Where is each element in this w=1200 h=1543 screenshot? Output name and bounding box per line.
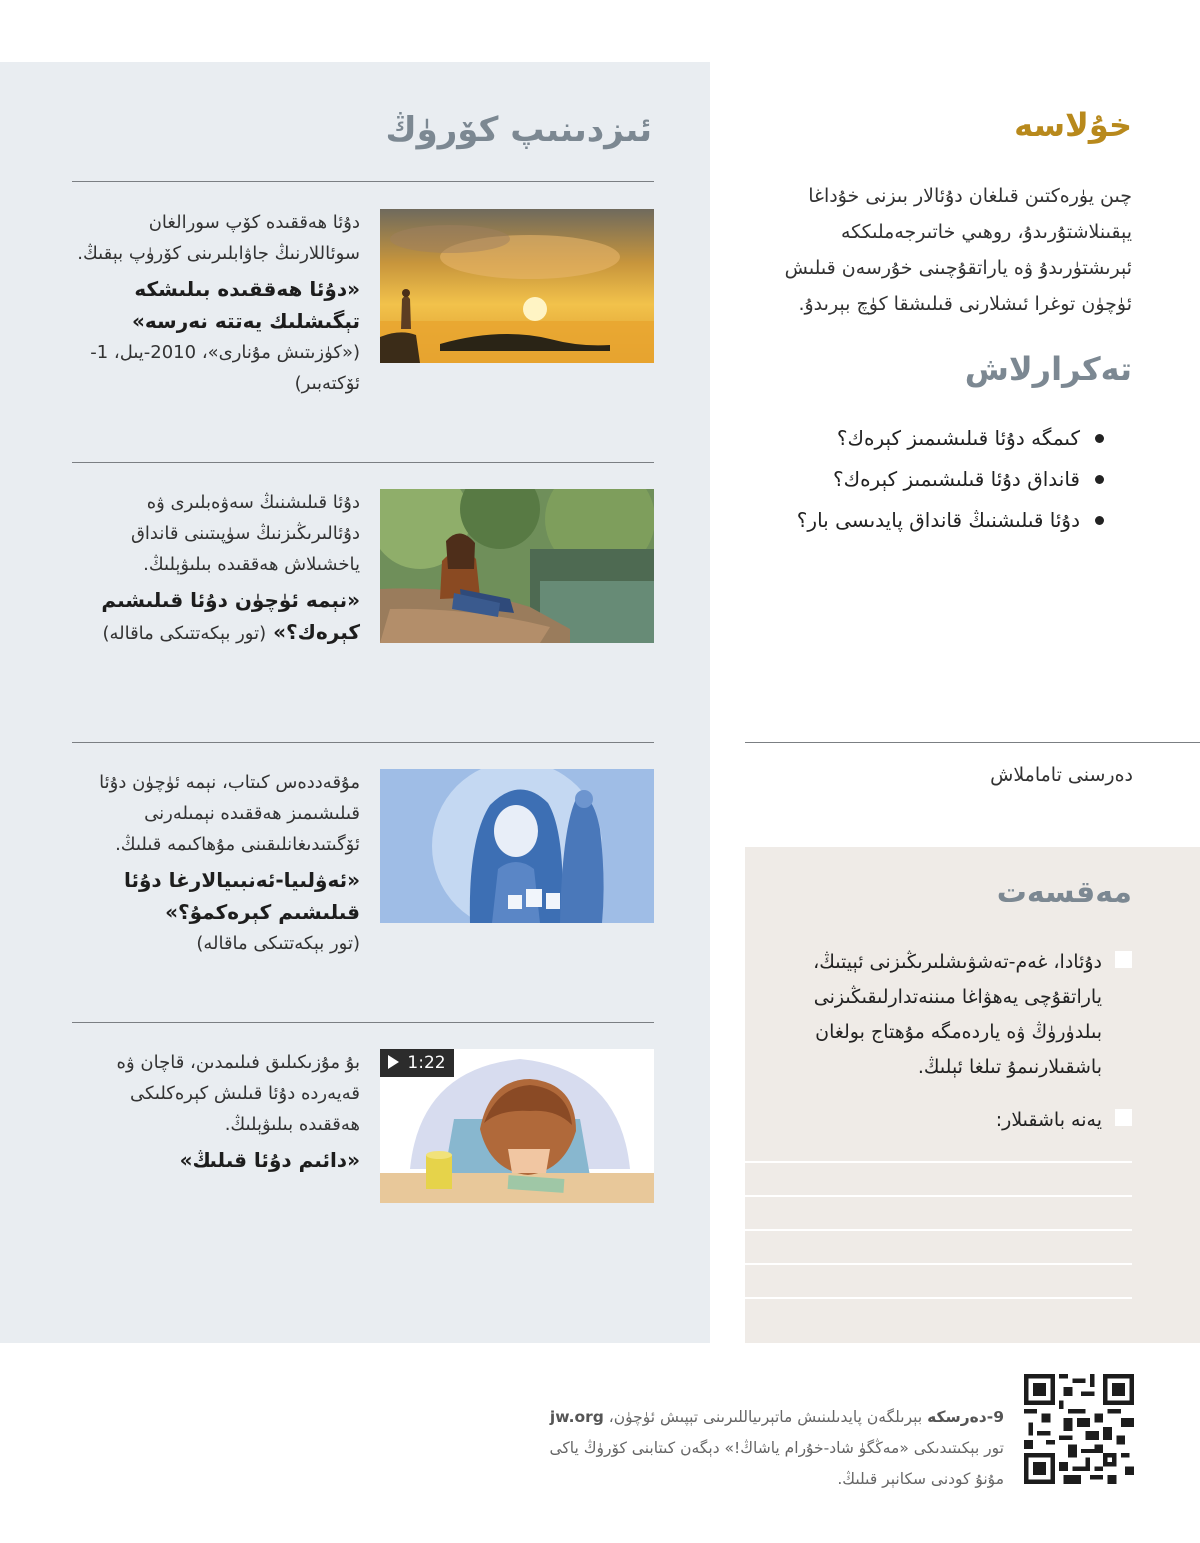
goal-text: دۇئادا، غەم-تەشۋىشلىرىڭىزنى ئېيتىڭ، ياراتقۇچى يەھۋاغا مىننەتدارلىقىڭىزنى بىلدۈرۈڭ ۋە ياردەمگە مۇھتاج بولغان باشقىلارنىمۇ تىلغا ئېلىڭ. xyxy=(813,951,1102,1078)
explore-item-link-title[interactable]: «دۇئا ھەققىدە بىلىشكە تېگىشلىك يەتتە نەرسە» xyxy=(131,277,360,333)
summary-text: چىن يۈرەكتىن قىلغان دۇئالار بىزنى خۇداغا يېقىنلاشتۇرىدۇ، روھىي خاتىرجەملىككە ئېرىشتۈرىدۇ ۋە ياراتقۇچىنى خۇرسەن قىلىش ئۈچۈن توغرا ئىشلارنى قىلىشقا كۈچ بېرىدۇ. xyxy=(784,185,1132,315)
explore-item-description: دۇئا قىلىشنىڭ سەۋەبلىرى ۋە دۇئالىرىڭىزنىڭ سۈپىتىنى قانداق ياخشىلاش ھەققىدە بىلىۋېلىڭ. xyxy=(130,492,360,575)
explore-item-link-title[interactable] xyxy=(72,584,360,650)
divider xyxy=(745,742,1200,743)
goal-box xyxy=(745,847,1200,1343)
explore-item-source: («كۈزىتىش مۇنارى»، 2010-يىل، 1-ئۆكتەبىر) xyxy=(90,342,360,394)
goal-title: مەقسەت xyxy=(996,875,1132,910)
explore-item-description: دۇئا ھەققىدە كۆپ سورالغان سوئاللارنىڭ جاۋابلىرىنى كۆرۈپ بېقىڭ. xyxy=(77,212,360,264)
explore-item-text xyxy=(72,767,360,959)
explore-item-source: (تور بېكەتتىكى ماقالە) xyxy=(196,933,360,954)
footer-site-link[interactable]: jw.org xyxy=(549,1408,604,1426)
explore-item-link-title[interactable]: «دائىم دۇئا قىلىڭ» xyxy=(179,1148,360,1172)
video-duration-badge[interactable] xyxy=(380,1049,454,1077)
review-question: قانداق دۇئا قىلىشىمىز كېرەك؟ xyxy=(724,459,1104,500)
explore-item-title-text[interactable]: «نېمە ئۈچۈن دۇئا قىلىشىم كېرەك؟» xyxy=(101,588,360,644)
review-question: دۇئا قىلىشنىڭ قانداق پايدىسى بار؟ xyxy=(724,500,1104,541)
divider xyxy=(72,462,654,463)
video-thumbnail[interactable] xyxy=(380,1049,654,1203)
goal-checkbox[interactable] xyxy=(1115,951,1132,968)
goal-other-label: يەنە باشقىلار: xyxy=(995,1109,1102,1131)
summary-title: خۇلاسە xyxy=(1014,106,1132,144)
write-line[interactable] xyxy=(745,1297,1132,1299)
goal-other-item[interactable] xyxy=(752,1103,1132,1138)
woman-by-lake-image[interactable] xyxy=(380,489,654,643)
explore-item-description: بۇ مۇزىكىلىق فىلىمدىن، قاچان ۋە قەيەردە دۇئا قىلىش كېرەكلىكى ھەققىدە بىلىۋېلىڭ. xyxy=(116,1052,360,1135)
divider xyxy=(72,1022,654,1023)
footer-line3: كىتابنى كۆرۈڭ ياكى مۇنۇ كودنى سكانېر قىلىڭ. xyxy=(549,1439,1004,1488)
lesson-complete-label: دەرسنى تاماملاش xyxy=(990,764,1133,786)
divider xyxy=(72,742,654,743)
write-line[interactable] xyxy=(745,1263,1132,1265)
explore-panel xyxy=(0,62,710,1343)
divider xyxy=(72,181,654,182)
write-line[interactable] xyxy=(745,1161,1132,1163)
footer-text xyxy=(534,1402,1004,1495)
footer-line2: تور بېكىتىدىكى «مەڭگۈ شاد-خۇرام ياشاڭ!» دېگەن xyxy=(680,1439,1004,1457)
explore-item-source: (تور بېكەتتىكى ماقالە) xyxy=(102,623,267,644)
explore-item-text xyxy=(72,1047,360,1176)
explore-title: ئىزدىنىپ كۆرۈڭ xyxy=(385,110,652,150)
review-question: كىمگە دۇئا قىلىشىمىز كېرەك؟ xyxy=(724,418,1104,459)
sunset-image[interactable] xyxy=(380,209,654,363)
goal-item[interactable] xyxy=(752,945,1132,1085)
write-line[interactable] xyxy=(745,1195,1132,1197)
review-title: تەكرارلاش xyxy=(964,350,1132,388)
goal-other-checkbox[interactable] xyxy=(1115,1109,1132,1126)
explore-item-link-title[interactable]: «ئەۋلىيا-ئەنبىيالارغا دۇئا قىلىشىم كېرەكمۇ؟» xyxy=(123,868,360,924)
explore-item-text xyxy=(72,487,360,650)
write-line[interactable] xyxy=(745,1229,1132,1231)
explore-item-text xyxy=(72,207,360,399)
qr-code[interactable] xyxy=(1024,1374,1134,1484)
praying-woman-image[interactable] xyxy=(380,769,654,923)
play-icon[interactable] xyxy=(388,1055,399,1069)
footer-lesson-ref: 9-دەرسكە xyxy=(927,1408,1004,1426)
footer-line1: بېرىلگەن پايدىلىنىش ماتېرىياللىرىنى تېپىش ئۈچۈن، xyxy=(608,1408,923,1426)
review-list xyxy=(724,418,1104,541)
explore-item-description: مۇقەددەس كىتاب، نېمە ئۈچۈن دۇئا قىلىشىمىز ھەققىدە نېمىلەرنى ئۆگىتىدىغانلىقىنى مۇھاكىمە قىلىڭ. xyxy=(99,772,360,855)
video-duration: 1:22 xyxy=(407,1053,446,1073)
